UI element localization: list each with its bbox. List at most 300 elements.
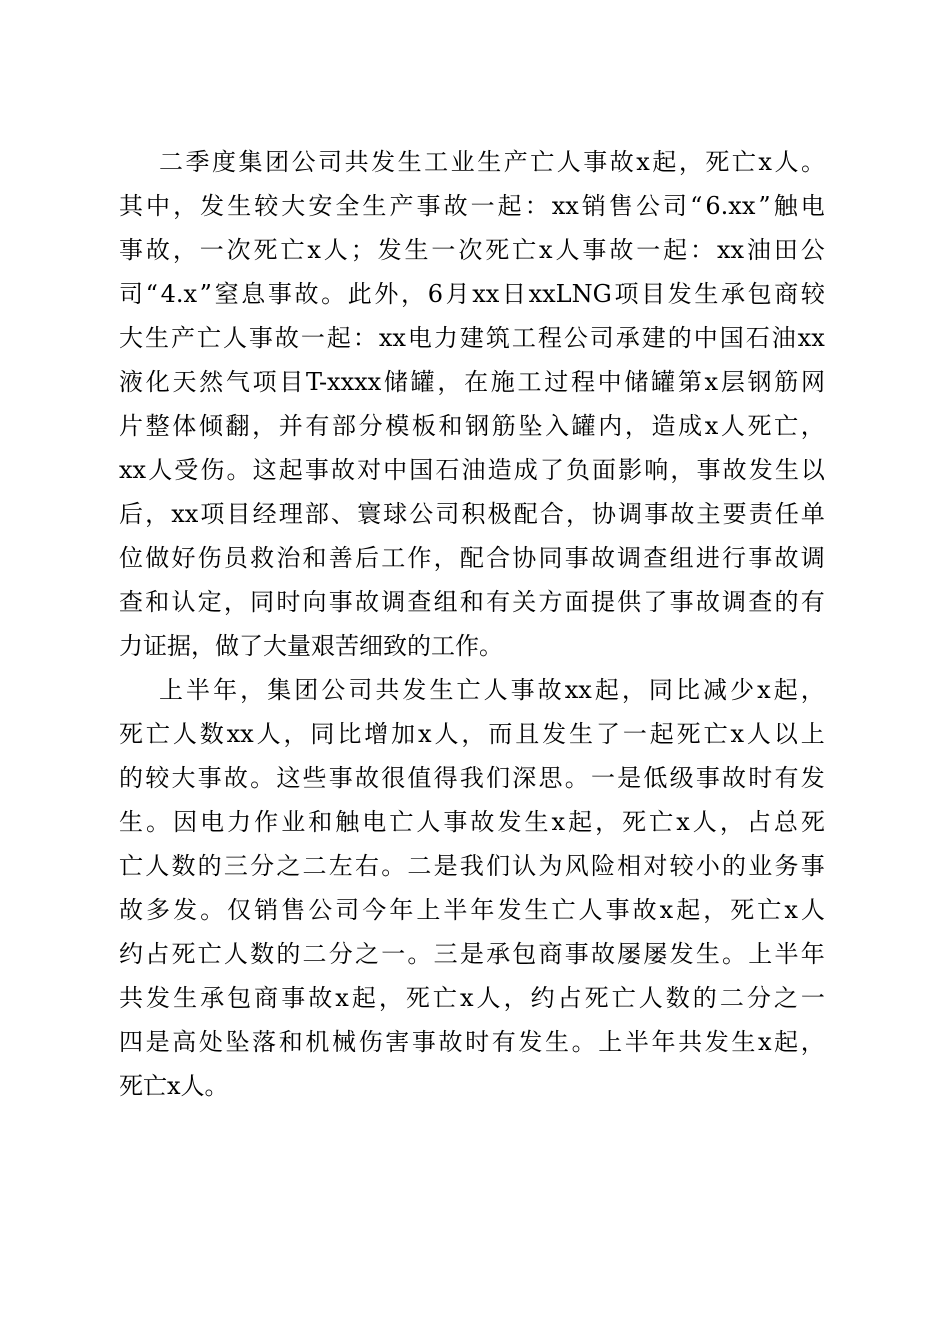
text-glyph: 力 — [433, 324, 458, 352]
text-glyph: 事 — [197, 764, 222, 792]
text-glyph: 面 — [592, 456, 617, 484]
text-line — [119, 624, 825, 668]
text-glyph: 生 — [429, 676, 454, 704]
text-glyph: 整 — [145, 412, 170, 440]
text-glyph: x — [704, 368, 719, 396]
text-glyph: 少 — [730, 676, 755, 704]
text-glyph: 承 — [721, 280, 745, 308]
text-glyph: 死 — [622, 808, 647, 836]
text-glyph: 位 — [119, 544, 143, 572]
text-glyph: 故 — [438, 1028, 463, 1056]
text-glyph: 事 — [328, 764, 353, 792]
text-line — [119, 536, 825, 580]
text-glyph: 了 — [643, 588, 668, 616]
text-glyph: 这 — [276, 764, 301, 792]
text-line — [119, 184, 825, 228]
text-glyph: 同 — [310, 720, 335, 748]
text-glyph: 工 — [517, 368, 542, 396]
text-glyph: 电 — [800, 192, 825, 220]
text-glyph: 团 — [294, 676, 319, 704]
text-glyph: 发 — [173, 896, 198, 924]
text-glyph: 一 — [300, 324, 325, 352]
text-glyph: 工 — [511, 324, 536, 352]
text-glyph: 入 — [545, 412, 569, 440]
text-glyph: 然 — [199, 368, 224, 396]
text-glyph: 事 — [510, 676, 535, 704]
text-glyph: ， — [800, 1028, 825, 1056]
text-glyph: x — [758, 1028, 772, 1056]
text-glyph: 。 — [479, 632, 503, 660]
text-glyph: 的 — [722, 852, 747, 880]
text-glyph: 一 — [590, 764, 615, 792]
text-glyph: 商 — [774, 280, 799, 308]
text-glyph: 死 — [485, 236, 510, 264]
text-glyph: 生 — [397, 148, 422, 176]
text-glyph: 方 — [538, 588, 563, 616]
text-glyph: 供 — [617, 588, 642, 616]
text-glyph: 四 — [119, 1028, 143, 1056]
text-glyph: 发 — [371, 148, 396, 176]
text-glyph: 同 — [648, 676, 673, 704]
text-glyph: 的 — [407, 632, 431, 660]
text-glyph: ， — [191, 632, 215, 660]
text-glyph: 故 — [774, 544, 799, 572]
text-glyph: 而 — [488, 720, 513, 748]
text-glyph: 并 — [278, 412, 303, 440]
text-glyph: 罐 — [410, 368, 435, 396]
text-glyph: 发 — [402, 676, 427, 704]
text-glyph: ， — [145, 500, 170, 528]
text-glyph: 要 — [722, 500, 747, 528]
text-glyph: 人 — [222, 324, 247, 352]
text-glyph: 伤 — [197, 544, 222, 572]
text-glyph: 施 — [490, 368, 515, 396]
text-glyph: 好 — [171, 544, 196, 572]
text-glyph: 的 — [774, 588, 799, 616]
text-glyph: 相 — [617, 852, 642, 880]
text-glyph: 部 — [304, 500, 329, 528]
text-glyph: 作 — [455, 632, 479, 660]
text-glyph: ， — [172, 236, 197, 264]
text-glyph: 生 — [404, 236, 429, 264]
text-glyph: 增 — [364, 720, 389, 748]
text-glyph: 量 — [287, 632, 311, 660]
text-glyph: 之 — [276, 852, 301, 880]
text-glyph: 人 — [223, 940, 248, 968]
text-glyph: 故 — [354, 764, 379, 792]
text-glyph: 和 — [438, 412, 463, 440]
text-glyph: 亡 — [143, 1072, 167, 1100]
text-glyph: 事 — [416, 192, 441, 220]
text-glyph: 公 — [563, 324, 588, 352]
text-glyph: 以 — [773, 720, 798, 748]
text-glyph: 业 — [748, 852, 773, 880]
text-glyph: 公 — [291, 148, 316, 176]
text-glyph: 亡 — [530, 148, 555, 176]
text-glyph: 积 — [461, 500, 486, 528]
text-glyph: 上 — [159, 676, 183, 704]
text-glyph: 起 — [568, 808, 593, 836]
text-glyph: 包 — [747, 280, 772, 308]
text-glyph: 建 — [641, 324, 666, 352]
text-glyph: 责 — [748, 500, 773, 528]
text-line — [119, 228, 825, 272]
text-glyph: 起 — [351, 984, 376, 1012]
text-glyph: 亡 — [280, 236, 305, 264]
text-glyph: 们 — [486, 852, 511, 880]
text-glyph: 生 — [774, 456, 799, 484]
text-glyph: 中 — [597, 368, 622, 396]
text-glyph: 和 — [459, 588, 484, 616]
text-glyph: 死 — [119, 1072, 143, 1100]
text-glyph: 上 — [598, 1028, 623, 1056]
text-glyph: 亡 — [512, 236, 537, 264]
text-glyph: 二 — [407, 852, 432, 880]
text-glyph: 目 — [641, 280, 666, 308]
text-glyph: x — [551, 808, 566, 836]
text-glyph: 较 — [800, 280, 825, 308]
text-glyph: 查 — [643, 544, 668, 572]
text-glyph: 对 — [643, 852, 668, 880]
text-glyph: 半 — [624, 1028, 649, 1056]
text-glyph: 故 — [722, 764, 747, 792]
text-glyph: ， — [565, 500, 590, 528]
text-glyph: 约 — [119, 940, 143, 968]
text-glyph: 右 — [354, 852, 379, 880]
text-glyph: 亡 — [731, 148, 756, 176]
text-glyph: 坠 — [518, 412, 543, 440]
text-glyph: xx — [472, 280, 500, 308]
text-glyph: 对 — [357, 456, 382, 484]
text-glyph: 生 — [545, 1028, 569, 1056]
text-glyph: ， — [240, 676, 265, 704]
text-glyph: ， — [437, 368, 462, 396]
text-glyph: 共 — [119, 984, 143, 1012]
text-glyph: 协 — [512, 544, 537, 572]
text-glyph: 商 — [538, 940, 563, 968]
text-glyph: x — [167, 1072, 181, 1100]
text-glyph: 钢 — [747, 368, 772, 396]
text-glyph: 网 — [800, 368, 825, 396]
text-glyph: 占 — [746, 808, 771, 836]
text-glyph: 事 — [443, 808, 468, 836]
text-glyph: 人 — [476, 984, 501, 1012]
text-glyph: 包 — [512, 940, 537, 968]
text-glyph: 窒 — [214, 280, 239, 308]
text-glyph: 成 — [513, 456, 538, 484]
text-glyph: 起 — [663, 236, 688, 264]
text-glyph: 是 — [145, 1028, 170, 1056]
text-glyph: 油 — [746, 236, 771, 264]
text-glyph: 占 — [557, 984, 582, 1012]
text-glyph: 事 — [411, 1028, 436, 1056]
text-glyph: 有 — [491, 1028, 516, 1056]
text-glyph: 机 — [305, 1028, 330, 1056]
text-glyph: 年 — [800, 940, 825, 968]
text-glyph: 死 — [705, 148, 730, 176]
text-glyph: 部 — [332, 412, 356, 440]
text-glyph: 液 — [119, 368, 143, 396]
text-glyph: 二 — [302, 852, 327, 880]
text-glyph: 定 — [197, 588, 222, 616]
text-glyph: 事 — [328, 588, 353, 616]
text-glyph: 很 — [381, 764, 406, 792]
text-glyph: 公 — [409, 500, 434, 528]
text-glyph: 了 — [539, 456, 564, 484]
text-glyph: 事 — [800, 852, 825, 880]
text-line — [119, 140, 825, 184]
text-glyph: 亡 — [703, 720, 728, 748]
text-glyph: 以 — [800, 456, 825, 484]
text-glyph: 仅 — [227, 896, 252, 924]
text-glyph: 查 — [407, 588, 432, 616]
text-glyph: 一 — [470, 192, 495, 220]
text-glyph: 外 — [374, 280, 399, 308]
text-glyph: 分 — [746, 984, 771, 1012]
text-glyph: 受 — [174, 456, 199, 484]
text-glyph: 上 — [800, 720, 825, 748]
text-glyph: 钢 — [465, 412, 490, 440]
text-glyph: 细 — [359, 632, 383, 660]
text-glyph: “ — [145, 280, 158, 308]
text-glyph: 故 — [722, 456, 747, 484]
text-glyph: 事 — [583, 148, 608, 176]
text-glyph: 些 — [302, 764, 327, 792]
text-glyph: 4.x — [160, 280, 197, 308]
text-glyph: 业 — [281, 808, 306, 836]
text-glyph: 目 — [226, 500, 251, 528]
text-glyph: 公 — [635, 192, 660, 220]
text-glyph: 时 — [276, 588, 301, 616]
text-glyph: “ — [690, 192, 703, 220]
text-glyph: 故 — [330, 456, 355, 484]
text-glyph: 承 — [200, 984, 225, 1012]
text-glyph: x — [758, 148, 772, 176]
text-glyph: 起 — [326, 324, 351, 352]
text-glyph: 苦 — [335, 632, 359, 660]
text-glyph: 经 — [252, 500, 277, 528]
text-glyph: 认 — [512, 852, 537, 880]
text-glyph: x — [730, 720, 745, 748]
text-glyph: 成 — [678, 412, 703, 440]
text-line — [119, 404, 825, 448]
text-glyph: x — [459, 984, 474, 1012]
text-glyph: 筋 — [774, 368, 799, 396]
text-glyph: 的 — [276, 940, 301, 968]
text-glyph: 务 — [774, 852, 799, 880]
text-glyph: 事 — [248, 324, 273, 352]
text-glyph: 起 — [497, 192, 522, 220]
text-glyph: 发 — [497, 808, 522, 836]
text-glyph: x — [757, 676, 771, 704]
text-glyph: x — [307, 236, 321, 264]
text-glyph: 生 — [569, 720, 594, 748]
text-glyph: 板 — [411, 412, 436, 440]
text-glyph: 们 — [486, 764, 511, 792]
text-glyph: 国 — [409, 456, 434, 484]
text-glyph: 内 — [598, 412, 623, 440]
text-glyph: 故 — [119, 896, 143, 924]
text-glyph: 害 — [385, 1028, 410, 1056]
text-glyph: 人 — [720, 412, 745, 440]
text-glyph: xx — [564, 676, 592, 704]
text-glyph: 数 — [665, 984, 690, 1012]
text-glyph: xx — [378, 324, 406, 352]
text-glyph: 售 — [281, 896, 306, 924]
text-glyph: 国 — [719, 324, 744, 352]
text-glyph: 作 — [254, 808, 279, 836]
text-glyph: 作 — [407, 544, 432, 572]
text-glyph: 较 — [254, 192, 279, 220]
text-glyph: 调 — [617, 544, 642, 572]
text-glyph: 险 — [590, 852, 615, 880]
text-glyph: 。 — [800, 148, 825, 176]
text-glyph: ， — [503, 984, 528, 1012]
text-glyph: 承 — [615, 324, 640, 352]
text-glyph: 善 — [328, 544, 353, 572]
text-glyph: ， — [223, 588, 248, 616]
text-glyph: 故 — [294, 280, 319, 308]
text-glyph: 向 — [302, 588, 327, 616]
text-glyph: xx — [716, 236, 745, 264]
text-glyph: ， — [401, 280, 426, 308]
text-glyph: 发 — [704, 1028, 729, 1056]
text-glyph: 共 — [344, 148, 369, 176]
text-glyph: 故 — [609, 236, 634, 264]
text-glyph: 负 — [565, 456, 590, 484]
text-glyph: 罐 — [571, 412, 596, 440]
text-glyph: 倾 — [198, 412, 223, 440]
text-glyph: 二 — [302, 940, 327, 968]
text-glyph: 息 — [241, 280, 266, 308]
text-glyph: 油 — [461, 456, 486, 484]
text-glyph: 事 — [267, 280, 292, 308]
text-glyph: 和 — [278, 1028, 303, 1056]
text-glyph: 死 — [676, 720, 701, 748]
text-glyph: 得 — [433, 764, 458, 792]
text-glyph: 人 — [555, 236, 580, 264]
text-glyph: x — [418, 720, 432, 748]
text-glyph: ， — [800, 412, 825, 440]
text-glyph: 行 — [722, 544, 747, 572]
text-glyph: 司 — [435, 500, 460, 528]
text-glyph: 数 — [171, 852, 196, 880]
text-glyph: 、 — [330, 500, 355, 528]
text-line — [119, 580, 825, 624]
text-line — [119, 272, 825, 316]
text-line — [119, 756, 825, 800]
text-glyph: 伤 — [200, 456, 225, 484]
text-glyph: 体 — [172, 412, 197, 440]
text-glyph: ： — [524, 192, 549, 220]
text-glyph: 人 — [148, 456, 173, 484]
text-glyph: T-xxxx — [306, 368, 382, 396]
text-glyph: 亡 — [145, 720, 170, 748]
text-glyph: 小 — [695, 852, 720, 880]
text-glyph: 同 — [250, 588, 275, 616]
text-glyph: 发 — [497, 896, 522, 924]
text-glyph: 进 — [695, 544, 720, 572]
text-glyph: 生 — [173, 984, 198, 1012]
text-glyph: 治 — [276, 544, 301, 572]
text-glyph: 分 — [328, 940, 353, 968]
text-line — [119, 712, 825, 756]
text-glyph: 的 — [667, 324, 692, 352]
text-glyph: 人 — [800, 896, 825, 924]
text-glyph: 亡 — [757, 896, 782, 924]
text-glyph: 商 — [254, 984, 279, 1012]
text-glyph: 的 — [119, 764, 143, 792]
text-glyph: 调 — [722, 588, 747, 616]
text-glyph: 比 — [337, 720, 362, 748]
text-glyph: 目 — [279, 368, 304, 396]
text-line — [119, 844, 825, 888]
text-glyph: x — [636, 148, 650, 176]
text-glyph: 事 — [582, 236, 607, 264]
text-glyph: ， — [595, 808, 620, 836]
text-glyph: 造 — [487, 456, 512, 484]
text-glyph: 共 — [678, 1028, 703, 1056]
text-glyph: 第 — [677, 368, 702, 396]
text-glyph: 一 — [800, 984, 825, 1012]
text-glyph: 建 — [459, 324, 484, 352]
text-glyph: ， — [378, 984, 403, 1012]
text-glyph: 一 — [431, 236, 456, 264]
text-glyph: 落 — [252, 1028, 277, 1056]
text-glyph: 减 — [703, 676, 728, 704]
text-glyph: 因 — [173, 808, 198, 836]
text-glyph: 查 — [119, 588, 143, 616]
text-glyph: ： — [690, 236, 715, 264]
text-line — [119, 316, 825, 360]
text-glyph: 。 — [321, 280, 346, 308]
text-glyph: 极 — [487, 500, 512, 528]
text-glyph: ， — [703, 896, 728, 924]
text-glyph: 发 — [518, 1028, 543, 1056]
text-glyph: x — [704, 412, 719, 440]
text-glyph: 死 — [800, 808, 825, 836]
text-glyph: 产 — [170, 324, 195, 352]
text-glyph: 响 — [644, 456, 669, 484]
text-glyph: 销 — [254, 896, 279, 924]
text-glyph: 发 — [667, 280, 692, 308]
text-glyph: 总 — [773, 808, 798, 836]
text-glyph: 发 — [146, 984, 171, 1012]
text-glyph: 力 — [119, 632, 143, 660]
text-glyph: 这 — [252, 456, 277, 484]
text-glyph: 亡 — [456, 676, 481, 704]
text-glyph: ， — [670, 456, 695, 484]
text-glyph: 发 — [200, 192, 225, 220]
text-glyph: 人 — [416, 808, 441, 836]
text-glyph: xxLNG — [528, 280, 612, 308]
text-line — [119, 1064, 825, 1108]
text-glyph: 之 — [773, 984, 798, 1012]
text-glyph: 人 — [746, 720, 771, 748]
text-glyph: 今 — [362, 896, 387, 924]
text-glyph: 天 — [172, 368, 197, 396]
text-glyph: 司 — [318, 148, 343, 176]
text-glyph: 寰 — [357, 500, 382, 528]
text-glyph: 同 — [538, 544, 563, 572]
paragraph-half-year-accidents — [119, 668, 825, 1108]
text-glyph: 左 — [328, 852, 353, 880]
text-glyph: 主 — [696, 500, 721, 528]
text-glyph: 事 — [119, 236, 143, 264]
text-glyph: 事 — [281, 984, 306, 1012]
text-glyph: 占 — [145, 940, 170, 968]
text-glyph: 起 — [649, 720, 674, 748]
